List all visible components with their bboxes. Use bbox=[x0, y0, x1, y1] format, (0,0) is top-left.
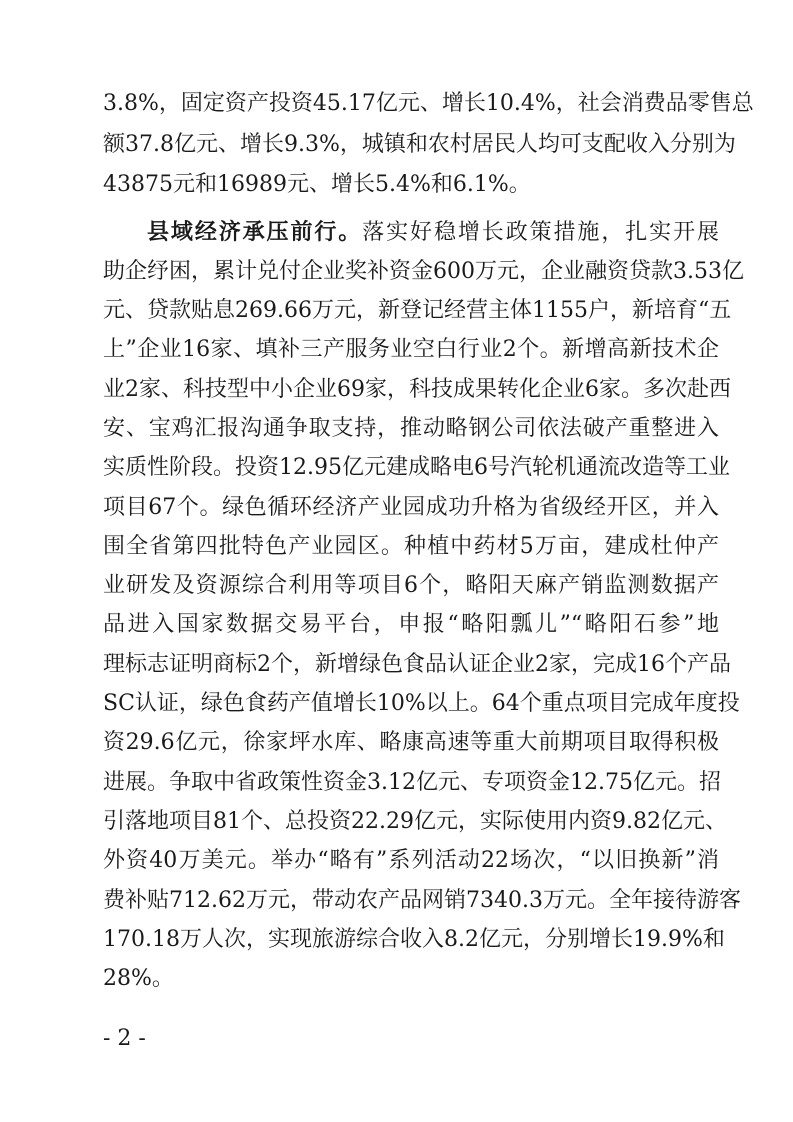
text-line: 170.18万人次，实现旅游综合收入8.2亿元，分别增长19.9%和 bbox=[103, 926, 725, 952]
text-line: 项目67个。绿色循环经济产业园成功升格为省级经开区，并入 bbox=[103, 494, 719, 520]
text-line: 进展。争取中省政策性资金3.12亿元、专项资金12.75亿元。招 bbox=[103, 769, 721, 795]
text-line: 业研发及资源综合利用等项目6个，略阳天麻产销监测数据产 bbox=[103, 573, 719, 599]
text-line bbox=[103, 213, 719, 252]
page-number: - 2 - bbox=[103, 1026, 146, 1051]
document-body bbox=[103, 84, 754, 1005]
text-line: 理标志证明商标2个，新增绿色食品认证企业2家，完成16个产品 bbox=[103, 651, 731, 677]
text-line: 助企纾困，累计兑付企业奖补资金600万元，企业融资贷款3.53亿 bbox=[103, 258, 744, 284]
text-line: 28%。 bbox=[103, 966, 174, 992]
text-line: 实质性阶段。投资12.95亿元建成略电6号汽轮机通流改造等工业 bbox=[103, 455, 730, 481]
text-line: 品进入国家数据交易平台，申报“略阳瓢儿”“略阳石参”地 bbox=[103, 612, 719, 638]
text-line: 3.8%，固定资产投资45.17亿元、增长10.4%，社会消费品零售总 bbox=[103, 91, 754, 116]
text-line: 引落地项目81个、总投资22.29亿元，实际使用内资9.82亿元、 bbox=[103, 808, 727, 834]
paragraph-economic-indicators bbox=[103, 84, 754, 206]
paragraph-county-economy bbox=[103, 213, 744, 999]
text-line: 元、贷款贴息269.66万元，新登记经营主体1155户，新培育“五 bbox=[103, 298, 732, 324]
text-line: 上”企业16家、填补三产服务业空白行业2个。新增高新技术企 bbox=[103, 337, 719, 363]
text-line: 资29.6亿元，徐家坪水库、略康高速等重大前期项目取得积极 bbox=[103, 730, 719, 756]
text-line: 费补贴712.62万元，带动农产品网销7340.3万元。全年接待游客 bbox=[103, 887, 741, 913]
text-line: 业2家、科技型中小企业69家，科技成果转化企业6家。多次赴西 bbox=[103, 376, 731, 402]
text-line: 安、宝鸡汇报沟通争取支持，推动略钢公司依法破产重整进入 bbox=[103, 415, 719, 441]
text-line: 外资40万美元。举办“略有”系列活动22场次，“以旧换新”消 bbox=[103, 848, 719, 874]
text-segment: 落实好稳增长政策措施，扎实开展 bbox=[362, 219, 719, 245]
paragraph-heading: 县域经济承压前行。 bbox=[147, 219, 363, 245]
text-line: 额37.8亿元、增长9.3%，城镇和农村居民人均可支配收入分别为 bbox=[103, 131, 736, 157]
text-line: SC认证，绿色食药产值增长10%以上。64个重点项目完成年度投 bbox=[103, 691, 740, 717]
text-line: 43875元和16989元、增长5.4%和6.1%。 bbox=[103, 172, 531, 197]
text-line: 围全省第四批特色产业园区。种植中药材5万亩，建成杜仲产 bbox=[103, 533, 719, 559]
